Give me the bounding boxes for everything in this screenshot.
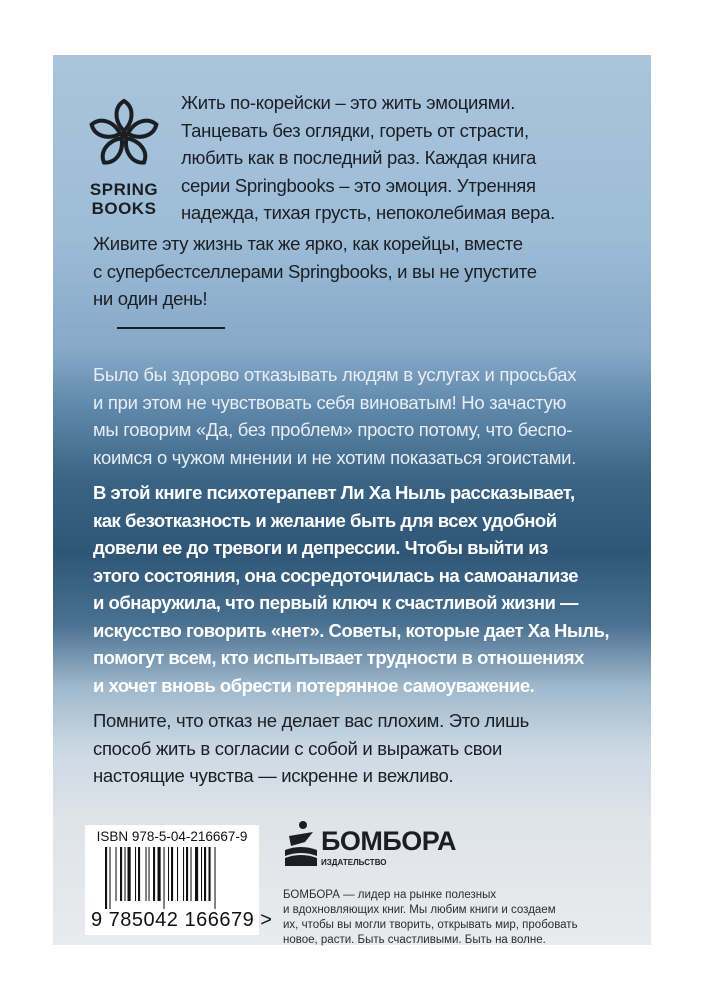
text-line: мы говорим «Да, без проблем» просто потому, что беспо- — [93, 419, 573, 440]
springbooks-logo — [89, 95, 159, 218]
book-back-cover — [53, 55, 651, 945]
barcode-bar — [183, 847, 184, 901]
text-line: любить как в последний раз. Каждая книга — [181, 147, 536, 168]
barcode-bar — [146, 847, 147, 901]
text-line: В этой книге психотерапевт Ли Ха Ныль рассказывает, — [93, 482, 575, 503]
description-para-3 — [93, 707, 529, 790]
text-line: и при этом не чувствовать себя виноватым! Но зачастую — [93, 391, 567, 413]
text-line: Танцевать без оглядки, гореть от страсти, — [181, 119, 529, 141]
text-line: ни один день! — [93, 288, 208, 309]
description-para-2 — [93, 479, 609, 699]
description-para-1 — [93, 361, 576, 471]
text-line: и хочет вновь обрести потерянное самоуважение. — [93, 674, 535, 696]
barcode-bar — [128, 847, 131, 901]
text-line: Жить по-корейски – это жить эмоциями. — [181, 92, 516, 113]
text-line: Было бы здорово отказывать людям в услугах и просьбах — [93, 364, 577, 385]
barcode-bar — [164, 847, 165, 909]
text-line: их, чтобы вы могли творить, открывать мир, пробовать — [283, 919, 578, 931]
text-line: БОМБОРА — лидер на рынке полезных — [283, 889, 497, 901]
logo-line-2: BOOKS — [91, 199, 157, 218]
text-line: новое, расти. Быть счастливыми. Быть на волне. — [283, 934, 546, 946]
logo-line-1: SPRING — [89, 180, 159, 199]
isbn-text: ISBN 978-5-04-216667-9 — [96, 829, 248, 844]
barcode-bar — [116, 847, 117, 901]
barcode-bar — [153, 847, 155, 901]
barcode-bar — [201, 847, 202, 901]
text-line: серии Springbooks – это эмоция. Утренняя — [181, 174, 536, 196]
text-line: искусство говорить «нет». Советы, которые дает Ха Ныль, — [93, 619, 609, 641]
text-line: как безотказность и желание быть для всех удобной — [93, 509, 557, 531]
text-line: этого состояния, она сосредоточилась на самоанализе — [93, 564, 579, 586]
publisher-logo — [283, 820, 456, 873]
text-line: Помните, что отказ не делает вас плохим. Это лишь — [93, 710, 529, 731]
barcode-bar — [120, 847, 122, 901]
text-line: и вдохновляющих книг. Мы любим книги и создаем — [283, 904, 556, 916]
barcode-bar — [204, 847, 206, 901]
text-line: и обнаружила, что первый ключ к счастливой жизни — — [93, 592, 579, 613]
barcode-bar — [168, 847, 169, 901]
text-line: помогут всем, кто испытывает трудности в отношениях — [93, 647, 584, 668]
barcode-bar — [105, 847, 107, 909]
barcode-bar — [125, 847, 126, 901]
text-line: довели ее до тревоги и депрессии. Чтобы выйти из — [93, 537, 548, 558]
isbn-barcode — [85, 825, 273, 935]
barcode-bar — [149, 847, 150, 901]
text-line: с супербестселлерами Springbooks, и вы не упустите — [93, 260, 537, 282]
barcode-bar — [138, 847, 140, 901]
barcode-digits: 9 785042 166679 > — [91, 909, 273, 931]
barcode-bar — [177, 847, 178, 901]
barcode-bar — [209, 847, 211, 901]
barcode-bar — [135, 847, 136, 901]
text-line: коимся о чужом мнении и не хотим показаться эгоистами. — [93, 446, 577, 468]
text-line: настоящие чувства — искренне и вежливо. — [93, 765, 454, 786]
barcode-bar — [171, 847, 173, 901]
publisher-subtitle: ИЗДАТЕЛЬСТВО — [321, 858, 387, 867]
text-line: способ жить в согласии с собой и выражать свои — [93, 737, 503, 759]
publisher-description — [283, 888, 578, 948]
text-line: Живите эту жизнь так же ярко, как корейцы, вместе — [93, 233, 523, 254]
divider — [117, 327, 225, 329]
series-intro — [181, 89, 555, 227]
barcode-bar — [215, 847, 216, 909]
wave-rider-icon — [283, 820, 319, 868]
publisher-name: БОМБОРА — [321, 826, 456, 856]
barcode-bar — [191, 847, 192, 901]
flower-icon — [89, 95, 159, 175]
barcode-bar — [158, 847, 161, 901]
text-line: надежда, тихая грусть, непоколебимая вера. — [181, 202, 555, 223]
barcode-bars — [105, 847, 245, 909]
barcode-bar — [110, 847, 111, 909]
series-tagline — [93, 230, 537, 313]
barcode-bar — [186, 847, 188, 901]
barcode-bar — [195, 847, 198, 901]
